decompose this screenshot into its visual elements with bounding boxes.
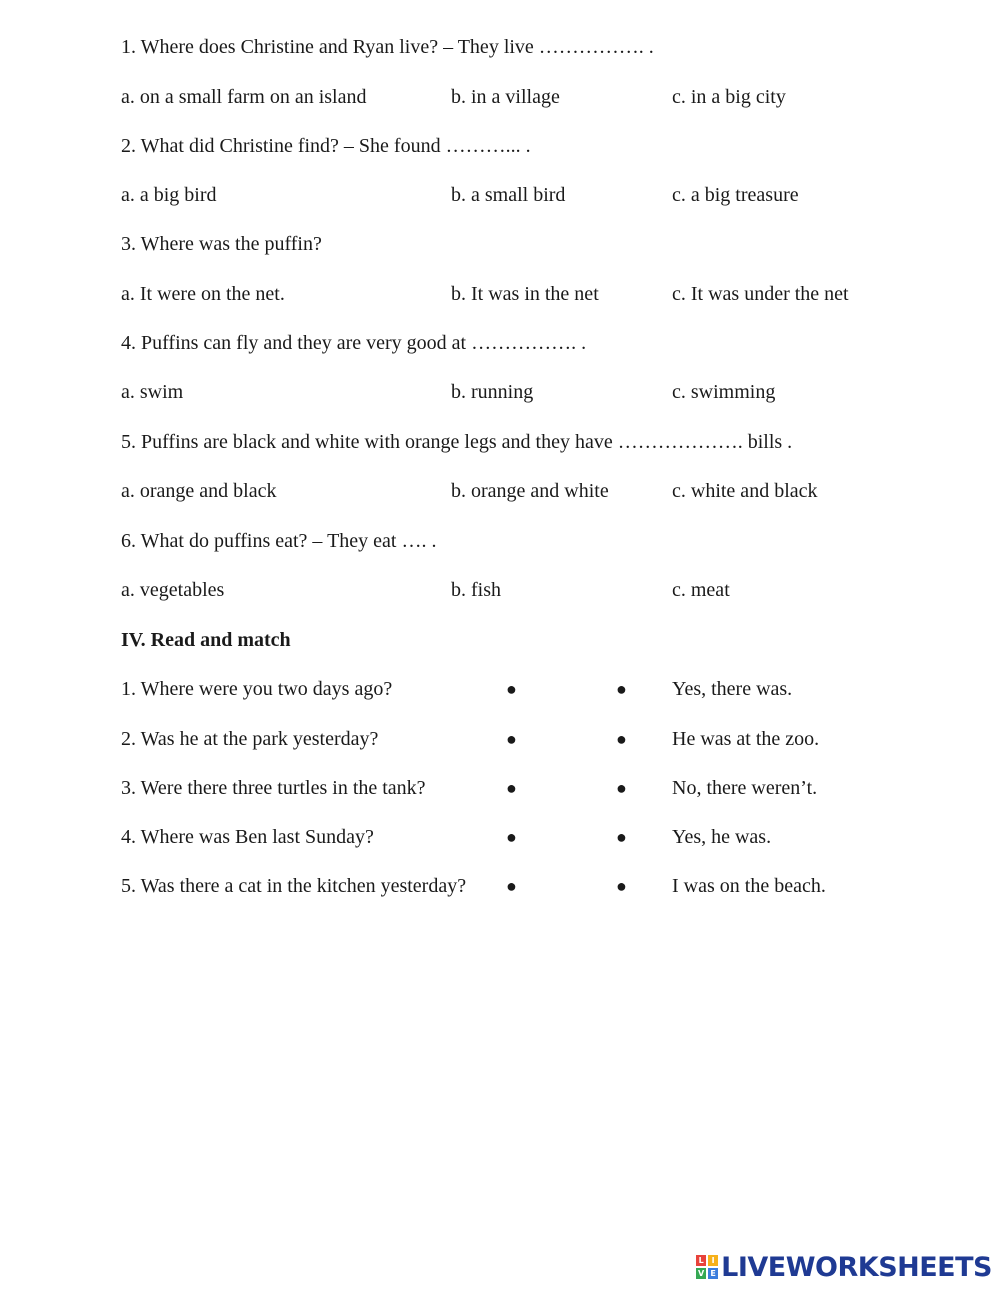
option-a: a. orange and black <box>121 480 277 502</box>
match-dot-right[interactable]: ● <box>616 876 627 896</box>
option-c: c. in a big city <box>672 86 786 108</box>
logo-blocks-icon <box>696 1255 718 1279</box>
match-question: 4. Where was Ben last Sunday? <box>121 826 374 848</box>
match-question: 1. Where were you two days ago? <box>121 678 393 700</box>
question-text: 4. Puffins can fly and they are very good at ……………. . <box>121 332 587 354</box>
match-dot-right[interactable]: ● <box>616 679 627 699</box>
question-text: 6. What do puffins eat? – They eat …. . <box>121 530 437 552</box>
liveworksheets-logo <box>696 1251 992 1283</box>
question-text: 5. Puffins are black and white with orange legs and they have ………………. bills . <box>121 431 793 453</box>
option-b: b. a small bird <box>451 184 566 206</box>
option-c: c. swimming <box>672 381 776 403</box>
option-c: c. a big treasure <box>672 184 799 206</box>
match-answer: Yes, he was. <box>672 826 772 848</box>
match-question: 3. Were there three turtles in the tank? <box>121 777 426 799</box>
option-a: a. vegetables <box>121 579 225 601</box>
option-b: b. running <box>451 381 534 403</box>
option-a: a. on a small farm on an island <box>121 86 367 108</box>
option-b: b. orange and white <box>451 480 609 502</box>
logo-block: V <box>698 1269 705 1278</box>
match-dot-right[interactable]: ● <box>616 729 627 749</box>
match-answer: Yes, there was. <box>672 678 793 700</box>
option-b: b. fish <box>451 579 501 601</box>
match-dot-left[interactable]: ● <box>506 876 517 896</box>
logo-block: L <box>696 1255 706 1266</box>
match-dot-left[interactable]: ● <box>506 729 517 749</box>
match-dot-left[interactable]: ● <box>506 679 517 699</box>
option-c: c. white and black <box>672 480 818 502</box>
option-a: a. It were on the net. <box>121 283 285 305</box>
match-answer: He was at the zoo. <box>672 728 820 750</box>
logo-text: LIVEWORKSHEETS <box>721 1251 992 1283</box>
match-dot-right[interactable]: ● <box>616 827 627 847</box>
match-dot-right[interactable]: ● <box>616 778 627 798</box>
match-question: 5. Was there a cat in the kitchen yesterday? <box>121 875 467 897</box>
section-heading: IV. Read and match <box>121 629 291 651</box>
logo-block: E <box>708 1268 718 1279</box>
match-answer: No, there weren’t. <box>672 777 818 799</box>
question-text: 1. Where does Christine and Ryan live? – They live ……………. . <box>121 36 654 58</box>
match-question: 2. Was he at the park yesterday? <box>121 728 379 750</box>
option-a: a. a big bird <box>121 184 217 206</box>
option-b: b. in a village <box>451 86 560 108</box>
option-b: b. It was in the net <box>451 283 599 305</box>
logo-block: I <box>708 1255 718 1266</box>
option-c: c. It was under the net <box>672 283 849 305</box>
match-dot-left[interactable]: ● <box>506 778 517 798</box>
question-text: 2. What did Christine find? – She found ………... . <box>121 135 531 157</box>
option-c: c. meat <box>672 579 730 601</box>
match-answer: I was on the beach. <box>672 875 826 897</box>
question-text: 3. Where was the puffin? <box>121 233 322 255</box>
match-dot-left[interactable]: ● <box>506 827 517 847</box>
option-a: a. swim <box>121 381 184 403</box>
